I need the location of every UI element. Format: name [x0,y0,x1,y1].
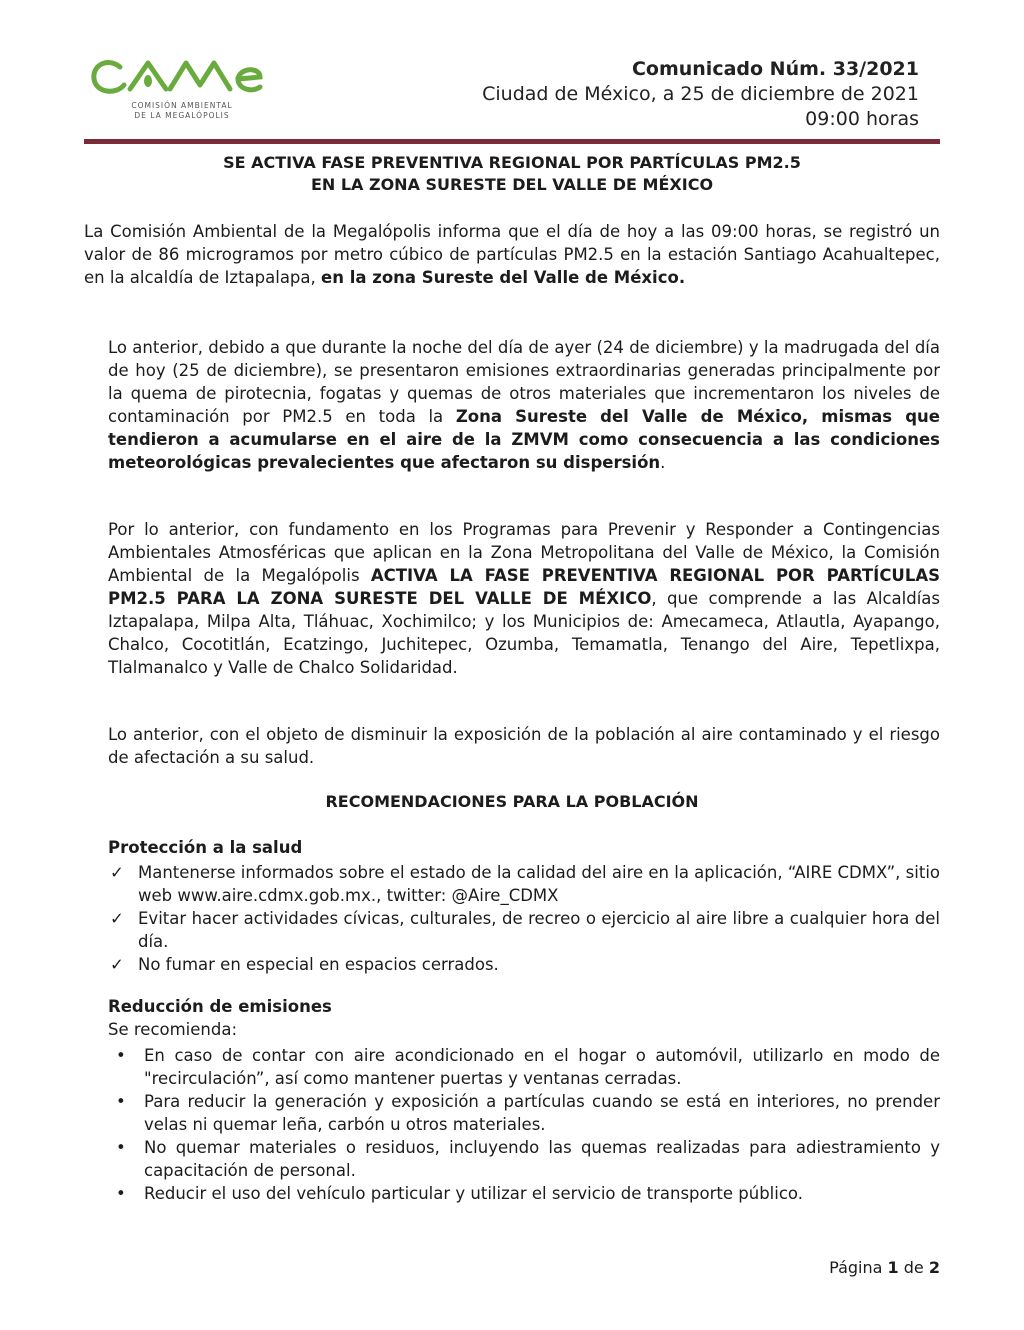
list-item [108,861,940,907]
check-icon: ✓ [110,863,124,882]
paragraph-objective: Lo anterior, con el objeto de disminuir la exposición de la población al aire contaminado y el riesgo de afectación a su salud. [108,725,940,767]
page-number [829,1258,940,1277]
paragraph-intro-bold: en la zona Sureste del Valle de México. [321,268,686,287]
check-icon: ✓ [110,955,124,974]
emissions-intro: Se recomienda: [108,1020,238,1039]
paragraph-activation-end: , que comprende a las Alcaldías Iztapalapa, Milpa Alta, Tláhuac, Xochimilco; y los Municipios de: Amecameca, Atlautla, Ayapango, Chalco, Cocotitlán, Ecatzingo, Juchitepec, Ozumba, Temamatla, Tenango del Aire, Tepetlixpa, Tlalmanalco y Valle de Chalco Solidaridad. [108,589,940,677]
list-item-text: Mantenerse informados sobre el estado de la calidad del aire en la aplicación, “AIRE CDMX”, sitio web www.aire.cdmx.gob.mx., twitter: @Aire_CDMX [138,863,940,905]
header-divider [84,139,940,144]
paragraph-cause [108,336,940,474]
paragraph-intro [84,220,940,289]
emissions-heading: Reducción de emisiones [108,997,332,1016]
paragraph-cause-end: . [660,453,666,472]
paragraph-cause-bold: Zona Sureste del Valle de México, mismas que tendieron a acumularse en el aire de la ZMVM como consecuencia a las condiciones meteorológicas prevalecientes que afectaron su dispersión [108,407,940,472]
health-list [108,861,940,976]
paragraph-intro-text: La Comisión Ambiental de la Megalópolis informa que el día de hoy a las 09:00 horas, se registró un valor de 86 microgramos por metro cúbico de partículas PM2.5 en la estación Santiago Acahualtepec, en la alcaldía de Iztapalapa, [84,222,940,287]
list-item-text: No fumar en especial en espacios cerrados. [138,955,499,974]
list-item [108,953,940,976]
bullet-icon: • [116,1184,126,1203]
comunicado-number: Comunicado Núm. 33/2021 [631,58,919,80]
logo-subtitle-line2: DE LA MEGALÓPOLIS [134,111,230,120]
list-item-text: No quemar materiales o residuos, incluyendo las quemas realizadas para adiestramiento y capacitación de personal. [144,1138,940,1180]
bullet-icon: • [116,1138,126,1157]
list-item-text: Evitar hacer actividades cívicas, culturales, de recreo o ejercicio al aire libre a cualquier hora del día. [138,909,940,951]
title-line-2: EN LA ZONA SURESTE DEL VALLE DE MÉXICO [310,175,714,194]
emissions-list [108,1044,940,1205]
document-title [84,152,940,196]
bullet-icon: • [116,1046,126,1065]
page-current: 1 [887,1258,899,1277]
logo-subtitle-line1: COMISIÓN AMBIENTAL [131,101,233,110]
came-wordmark-graphic [90,55,270,100]
paragraph-activation-text: Por lo anterior, con fundamento en los Programas para Prevenir y Responder a Contingencias Ambientales Atmosféricas que aplican en la Zona Metropolitana del Valle de México, la Comisión Ambiental de la Megalópolis [108,520,940,585]
paragraph-activation-bold: ACTIVA LA FASE PREVENTIVA REGIONAL POR PARTÍCULAS PM2.5 PARA LA ZONA SURESTE DEL VALLE DE MÉXICO [108,566,940,608]
list-item [108,1090,940,1136]
list-item [108,907,940,953]
recommendations-title: RECOMENDACIONES PARA LA POBLACIÓN [325,792,699,811]
document-header [482,57,919,132]
paragraph-cause-text: Lo anterior, debido a que durante la noche del día de ayer (24 de diciembre) y la madrugada del día de hoy (25 de diciembre), se presentaron emisiones extraordinarias generadas principalmente por la quema de pirotecnia, fogatas y quemas de otros materiales que incrementaron los niveles de contaminación por PM2.5 en toda la [108,338,940,426]
check-icon: ✓ [110,909,124,928]
list-item [108,1044,940,1090]
health-heading: Protección a la salud [108,838,303,857]
bullet-icon: • [116,1092,126,1111]
list-item-text: En caso de contar con aire acondicionado en el hogar o automóvil, utilizarlo en modo de "recirculación”, así como mantener puertas y ventanas cerradas. [144,1046,940,1088]
list-item-text: Reducir el uso del vehículo particular y utilizar el servicio de transporte público. [144,1184,803,1203]
page-of: de [903,1258,924,1277]
title-line-1: SE ACTIVA FASE PREVENTIVA REGIONAL POR PARTÍCULAS PM2.5 [223,153,801,172]
list-item-text: Para reducir la generación y exposición a partículas cuando se está en interiores, no prender velas ni quemar leña, carbón u otros materiales. [144,1092,940,1134]
list-item [108,1182,940,1205]
came-logo [90,55,270,130]
page-total: 2 [928,1258,940,1277]
place-date: Ciudad de México, a 25 de diciembre de 2021 [482,83,919,105]
paragraph-activation [108,518,940,679]
list-item [108,1136,940,1182]
issue-time: 09:00 horas [805,108,919,130]
page-label: Página [829,1258,883,1277]
logo-subtitle [122,101,242,121]
